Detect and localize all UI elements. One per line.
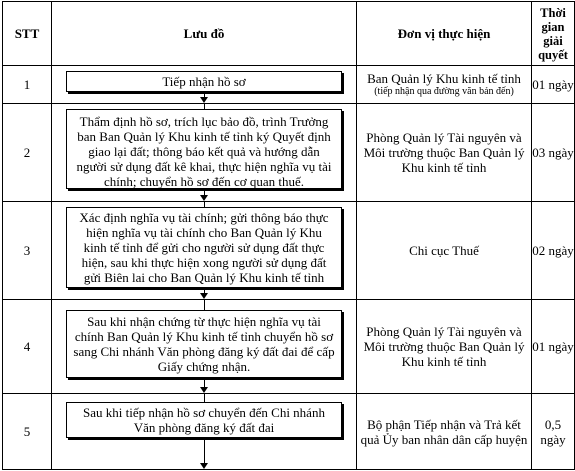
row-stt: 2 xyxy=(3,104,52,202)
flow-step-box: Sau khi nhận chứng từ thực hiện nghĩa vụ tài chính Ban Quản lý Khu kinh tế tỉnh chuyển hồ sơ sang Chi nhánh Văn phòng đăng ký đất đai để cấp Giấy chứng nhận. xyxy=(66,310,342,378)
flow-cell xyxy=(52,394,357,470)
table-header-row xyxy=(3,2,575,66)
flow-cell xyxy=(52,104,357,202)
table-row xyxy=(3,66,575,104)
unit-cell: Chi cục Thuế xyxy=(357,202,532,300)
procedure-table xyxy=(2,1,575,470)
header-unit: Đơn vị thực hiện xyxy=(357,2,532,66)
row-stt: 5 xyxy=(3,394,52,470)
time-cell: 01 ngày xyxy=(532,300,575,394)
header-time: Thời gian giải quyết xyxy=(532,2,575,66)
flow-cell xyxy=(52,66,357,104)
time-cell: 0,5 ngày xyxy=(532,394,575,470)
flow-step-box: Xác định nghĩa vụ tài chính; gửi thông báo thực hiện nghĩa vụ tài chính cho Ban Quản lý Khu kinh tế tỉnh để gửi cho người sử dụng đất thực hiện, sau khi thực hiện xong người sử dụng đất gửi Biên lai cho Ban Quản lý Khu kinh tế tỉnh xyxy=(66,207,342,288)
flow-arrow-icon xyxy=(200,293,208,299)
flow-arrow-icon xyxy=(200,97,208,103)
flow-connector-line xyxy=(204,439,205,463)
flow-cell xyxy=(52,300,357,394)
time-cell: 02 ngày xyxy=(532,202,575,300)
row-stt: 3 xyxy=(3,202,52,300)
flow-arrow-icon xyxy=(200,463,208,469)
table-row xyxy=(3,202,575,300)
header-stt: STT xyxy=(3,2,52,66)
row-stt: 4 xyxy=(3,300,52,394)
flow-step-box: Sau khi tiếp nhận hồ sơ chuyển đến Chi nhánh Văn phòng đăng ký đất đai xyxy=(66,402,342,438)
flow-cell xyxy=(52,202,357,300)
flow-connector-line xyxy=(204,379,205,387)
flow-connector-line xyxy=(204,394,205,402)
flow-arrow-icon xyxy=(200,387,208,393)
table-row xyxy=(3,104,575,202)
time-cell: 03 ngày xyxy=(532,104,575,202)
unit-note: (tiếp nhận qua đường văn bản đến) xyxy=(374,86,514,97)
flow-arrow-icon xyxy=(200,195,208,201)
table-row xyxy=(3,300,575,394)
flow-connector-line xyxy=(204,300,205,310)
unit-cell: Bộ phận Tiếp nhận và Trả kết quả Ủy ban nhân dân cấp huyện xyxy=(357,394,532,470)
time-cell: 01 ngày xyxy=(532,66,575,104)
table-row xyxy=(3,394,575,470)
row-stt: 1 xyxy=(3,66,52,104)
unit-text: Ban Quản lý Khu kinh tế tỉnh xyxy=(367,71,521,86)
unit-cell xyxy=(357,66,532,104)
header-flow: Lưu đồ xyxy=(52,2,357,66)
unit-cell: Phòng Quản lý Tài nguyên và Môi trường thuộc Ban Quản lý Khu kinh tế tỉnh xyxy=(357,300,532,394)
unit-cell: Phòng Quản lý Tài nguyên và Môi trường thuộc Ban Quản lý Khu kinh tế tỉnh xyxy=(357,104,532,202)
flow-step-box: Tiếp nhận hồ sơ xyxy=(66,71,342,92)
flow-step-box: Thẩm định hồ sơ, trích lục bảo đồ, trình Trưởng ban Ban Quản lý Khu kinh tế tỉnh ký Quyết định giao lại đất; thông báo kết quả và hướng dẫn người sử dụng đất kê khai, thực hiện nghĩa vụ tài chính; chuyển hồ sơ đến cơ quan thuế. xyxy=(66,109,342,189)
